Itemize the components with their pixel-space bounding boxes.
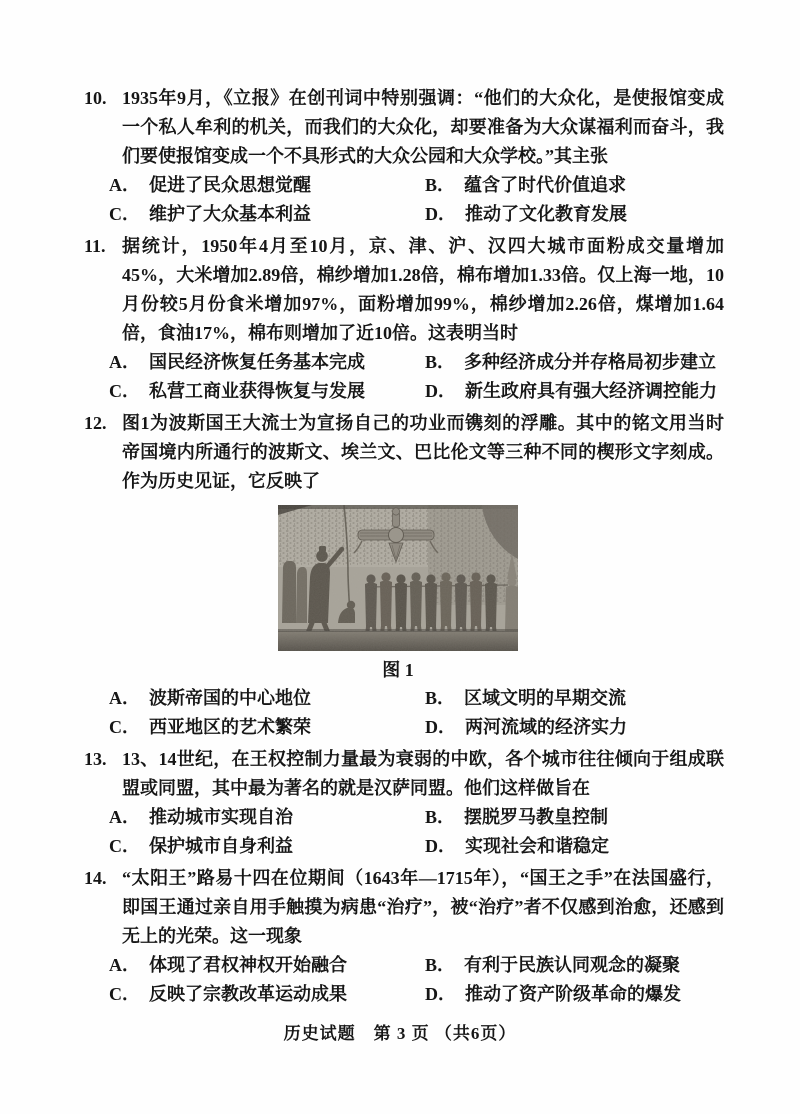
option-label: A． xyxy=(109,352,140,372)
option-text: 体现了君权神权开始融合 xyxy=(149,955,347,975)
question-14 xyxy=(84,864,724,1009)
option-label: A． xyxy=(109,807,140,827)
question-13 xyxy=(84,745,724,861)
question-12 xyxy=(84,409,724,742)
options xyxy=(109,348,724,406)
question-11 xyxy=(84,232,724,406)
option-label: A． xyxy=(109,175,140,195)
option-label: D． xyxy=(425,984,456,1004)
option-label: B． xyxy=(425,688,456,708)
option-a xyxy=(109,803,425,832)
option-b xyxy=(425,684,724,713)
option-b xyxy=(425,348,724,377)
option-c xyxy=(109,200,425,229)
option-label: D． xyxy=(425,204,456,224)
option-text: 保护城市自身利益 xyxy=(149,836,293,856)
option-c xyxy=(109,377,425,406)
option-text: 有利于民族认同观念的凝聚 xyxy=(464,955,681,975)
options xyxy=(109,803,724,861)
question-stem: 图1为波斯国王大流士为宣扬自己的功业而镌刻的浮雕。其中的铭文用当时帝国境内所通行的波斯文、埃兰文、巴比伦文等三种不同的楔形文字刻成。作为历史见证，它反映了 xyxy=(122,413,724,491)
question-number: 14. xyxy=(84,868,107,888)
question-stem: 据统计，1950年4月至10月，京、津、沪、汉四大城市面粉成交量增加45%，大米增加2.89倍，棉纱增加1.28倍，棉布增加1.33倍。仅上海一地，10月份较5月份食米增加97%，面粉增加99%，棉纱增加2.26倍，煤增加1.64倍，食油17%，棉布则增加了近10倍。这表明当时 xyxy=(122,236,724,343)
option-text: 摆脱罗马教皇控制 xyxy=(464,807,609,827)
question-area xyxy=(84,84,724,1012)
option-text: 推动了文化教育发展 xyxy=(465,204,627,224)
option-text: 推动了资产阶级革命的爆发 xyxy=(465,984,681,1004)
option-label: B． xyxy=(425,807,456,827)
option-text: 区域文明的早期交流 xyxy=(464,688,627,708)
question-stem: “太阳王”路易十四在位期间（1643年—1715年），“国王之手”在法国盛行，即国王通过亲自用手触摸为病患“治疗”，被“治疗”者不仅感到治愈，还感到无上的光荣。这一现象 xyxy=(122,868,724,946)
option-label: B． xyxy=(425,175,456,195)
option-text: 私营工商业获得恢复与发展 xyxy=(149,381,365,401)
option-d xyxy=(425,980,724,1009)
option-label: C． xyxy=(109,984,140,1004)
option-text: 推动城市实现自治 xyxy=(149,807,293,827)
option-text: 维护了大众基本利益 xyxy=(149,204,311,224)
question-number: 13. xyxy=(84,749,107,769)
question-number: 11. xyxy=(84,236,106,256)
page-footer: 历史试题 第 3 页 （共6页） xyxy=(283,1024,517,1043)
option-label: A． xyxy=(109,688,140,708)
question-stem: 13、14世纪，在王权控制力量最为衰弱的中欧，各个城市往往倾向于组成联盟或同盟，其中最为著名的就是汉萨同盟。他们这样做旨在 xyxy=(122,749,724,798)
option-text: 反映了宗教改革运动成果 xyxy=(149,984,347,1004)
option-label: D． xyxy=(425,381,456,401)
option-d xyxy=(425,832,724,861)
option-label: C． xyxy=(109,204,140,224)
option-d xyxy=(425,713,724,742)
option-text: 蕴含了时代价值追求 xyxy=(464,175,627,195)
option-label: B． xyxy=(425,352,456,372)
option-label: C． xyxy=(109,836,140,856)
option-label: C． xyxy=(109,381,140,401)
option-d xyxy=(425,377,724,406)
figure-1 xyxy=(278,505,518,684)
options xyxy=(109,951,724,1009)
option-text: 两河流域的经济实力 xyxy=(465,717,627,737)
option-text: 实现社会和谐稳定 xyxy=(465,836,609,856)
option-label: A． xyxy=(109,955,140,975)
figure-caption: 图 1 xyxy=(382,660,414,680)
option-b xyxy=(425,171,724,200)
behistun-relief-image xyxy=(278,505,518,651)
question-10 xyxy=(84,84,724,229)
option-label: C． xyxy=(109,717,140,737)
option-label: D． xyxy=(425,717,456,737)
options xyxy=(109,171,724,229)
option-a xyxy=(109,348,425,377)
question-number: 12. xyxy=(84,413,107,433)
question-number: 10. xyxy=(84,88,107,108)
option-a xyxy=(109,951,425,980)
option-a xyxy=(109,171,425,200)
option-b xyxy=(425,803,724,832)
option-c xyxy=(109,713,425,742)
options xyxy=(109,684,724,742)
option-text: 波斯帝国的中心地位 xyxy=(149,688,311,708)
option-text: 促进了民众思想觉醒 xyxy=(149,175,311,195)
option-text: 西亚地区的艺术繁荣 xyxy=(149,717,311,737)
option-a xyxy=(109,684,425,713)
question-stem: 1935年9月，《立报》在创刊词中特别强调：“他们的大众化，是使报馆变成一个私人牟利的机关，而我们的大众化，却要准备为大众谋福利而奋斗，我们要使报馆变成一个不具形式的大众公园和大众学校。”其主张 xyxy=(122,88,724,166)
option-d xyxy=(425,200,724,229)
option-c xyxy=(109,832,425,861)
option-b xyxy=(425,951,724,980)
option-text: 新生政府具有强大经济调控能力 xyxy=(465,381,717,401)
option-label: B． xyxy=(425,955,456,975)
option-label: D． xyxy=(425,836,456,856)
option-c xyxy=(109,980,425,1009)
option-text: 国民经济恢复任务基本完成 xyxy=(149,352,365,372)
option-text: 多种经济成分并存格局初步建立 xyxy=(464,352,717,372)
